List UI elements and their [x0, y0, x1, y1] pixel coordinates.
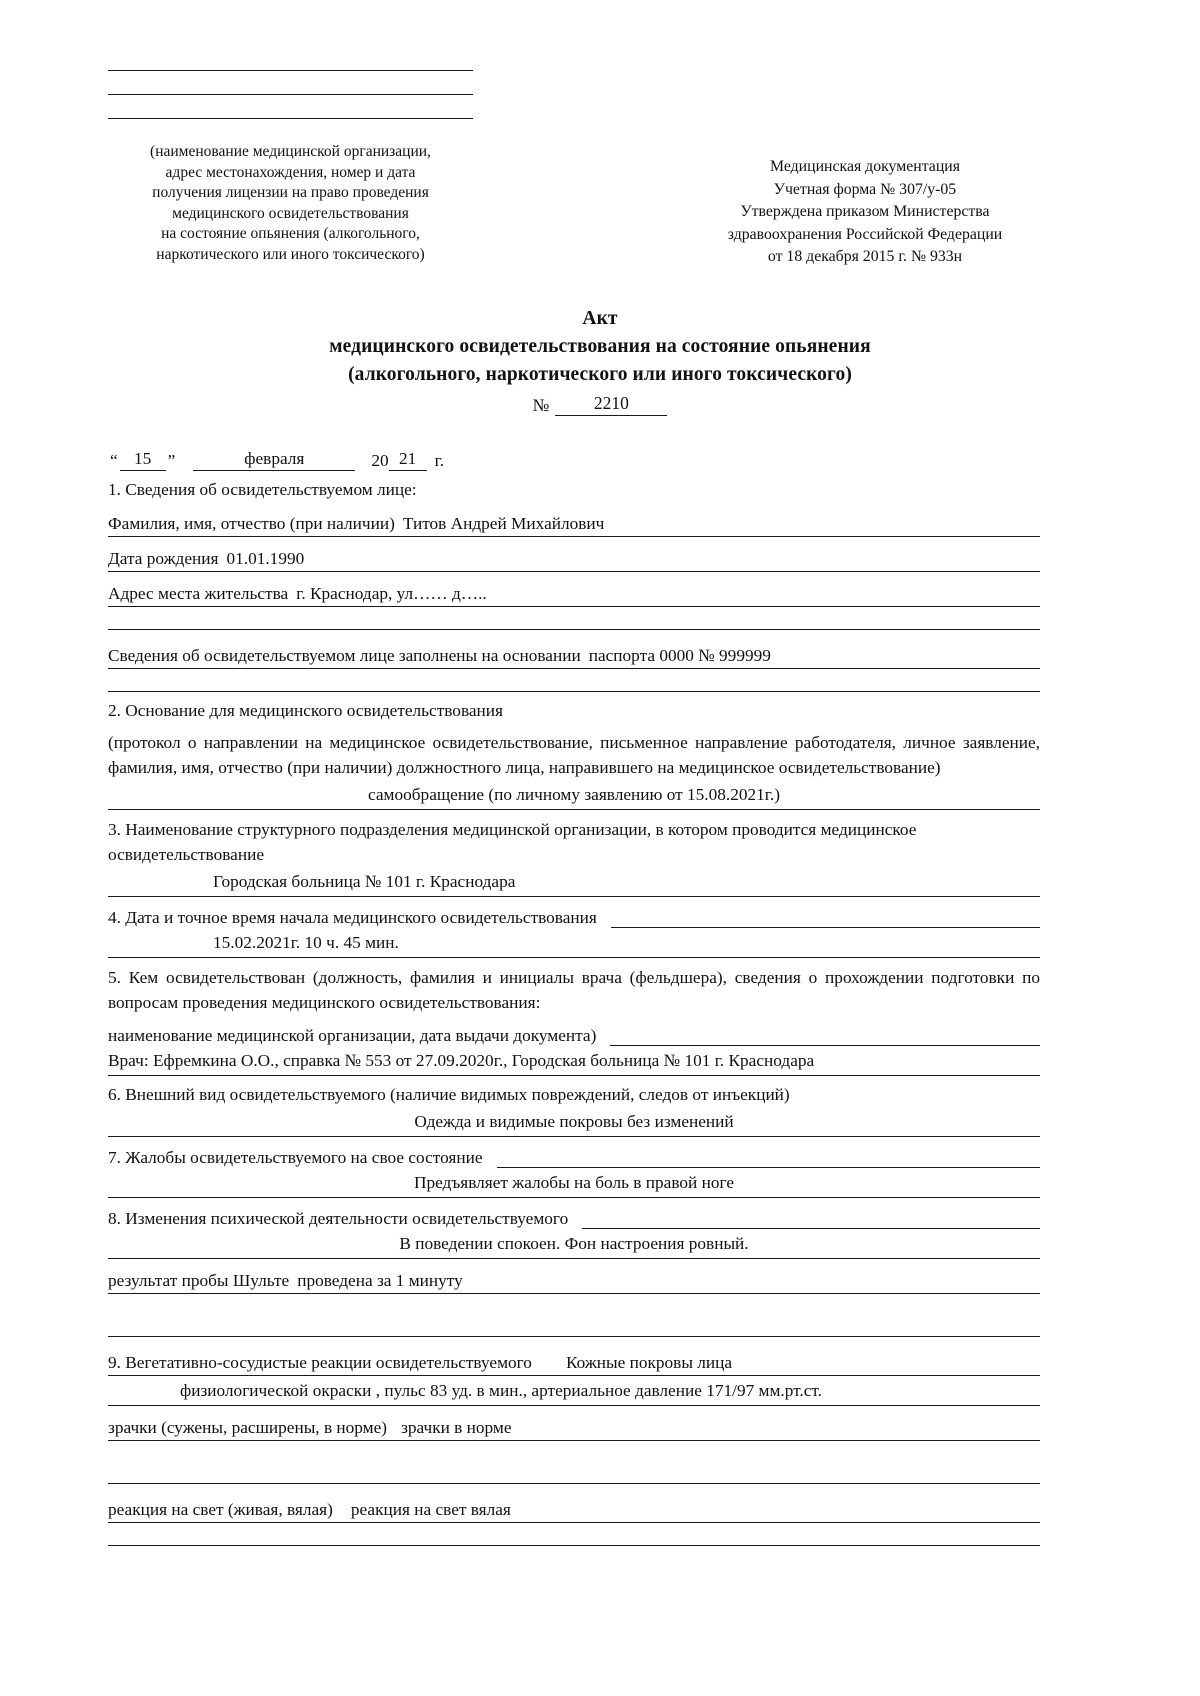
section8-heading-stub — [582, 1211, 1040, 1229]
act-number-value[interactable]: 2210 — [555, 393, 667, 416]
schulte-value[interactable]: проведена за 1 минуту — [297, 1271, 463, 1290]
quote-open: “ — [110, 451, 118, 470]
section9-heading-row — [108, 1349, 1040, 1376]
doc-meta-line: Учетная форма № 307/у-05 — [773, 180, 957, 198]
section9-value-1[interactable]: Кожные покровы лица — [565, 1353, 733, 1372]
section4-value[interactable]: 15.02.2021г. 10 ч. 45 мин. — [108, 932, 1040, 958]
doc-meta-line: Утверждена приказом Министерства — [740, 203, 990, 220]
section9-heading: 9. Вегетативно-сосудистые реакции освидетельствуемого — [108, 1353, 532, 1372]
schulte-overflow-rule — [108, 1336, 1040, 1337]
section4-heading-row — [108, 907, 1040, 928]
schulte-row — [108, 1267, 1040, 1294]
section6-value[interactable]: Одежда и видимые покровы без изменений — [108, 1111, 1040, 1137]
light-reaction-overflow-rule — [108, 1545, 1040, 1546]
year-tail: г. — [434, 451, 445, 470]
identity-basis-label: Сведения об освидетельствуемом лице заполнены на основании — [108, 646, 581, 665]
organization-block — [108, 60, 473, 265]
pupils-value[interactable]: зрачки в норме — [401, 1418, 512, 1437]
section7-value[interactable]: Предъявляет жалобы на боль в правой ноге — [108, 1172, 1040, 1198]
birthdate-label: Дата рождения — [108, 549, 219, 568]
org-blank-rule-3 — [108, 118, 473, 119]
date-row — [108, 448, 1040, 471]
document-metadata-block — [690, 156, 1040, 269]
number-sign: № — [532, 395, 550, 415]
date-month-field[interactable]: февраля — [193, 448, 355, 471]
section2-value[interactable]: самообращение (по личному заявлению от 15.08.2021г.) — [108, 784, 1040, 810]
birthdate-row — [108, 545, 1040, 572]
doc-meta-line: Медицинская документация — [770, 158, 960, 175]
section8-value[interactable]: В поведении спокоен. Фон настроения ровный. — [108, 1233, 1040, 1259]
section5-heading: 5. Кем освидетельствован (должность, фамилия и инициалы врача (фельдшера), сведения о прохождении подготовки по вопросам проведения медицинского освидетельствования: — [108, 968, 1040, 1012]
identity-basis-overflow-rule — [108, 691, 1040, 692]
identity-basis-row — [108, 642, 1040, 669]
light-reaction-label: реакция на свет (живая, вялая) — [108, 1500, 333, 1519]
pupils-row — [108, 1414, 1040, 1441]
identity-basis-value[interactable]: паспорта 0000 № 999999 — [588, 646, 771, 665]
year-prefix: 20 — [371, 451, 389, 470]
section4-heading-stub — [611, 910, 1040, 928]
address-label: Адрес места жительства — [108, 584, 289, 603]
org-blank-rule-2 — [108, 94, 473, 95]
pupils-label: зрачки (сужены, расширены, в норме) — [108, 1418, 388, 1437]
section5-heading-tail-stub — [610, 1028, 1040, 1046]
quote-close: ” — [167, 451, 176, 470]
act-number-row — [0, 393, 1200, 416]
fio-label: Фамилия, имя, отчество (при наличии) — [108, 514, 395, 533]
section4-heading: 4. Дата и точное время начала медицинского освидетельствования — [108, 908, 597, 927]
address-value[interactable]: г. Краснодар, ул…… д….. — [296, 584, 487, 603]
address-overflow-rule — [108, 629, 1040, 630]
birthdate-value[interactable]: 01.01.1990 — [226, 549, 305, 568]
section9-value-2[interactable]: физиологической окраски , пульс 83 уд. в мин., артериальное давление 171/97 мм.рт.ст. — [108, 1380, 1040, 1406]
organization-caption — [108, 142, 473, 265]
org-caption-line: наркотического или иного токсического) — [156, 245, 425, 263]
org-caption-line: (наименование медицинской организации, — [150, 143, 431, 160]
section1-heading: 1. Сведения об освидетельствуемом лице: — [108, 480, 417, 499]
section3-heading: 3. Наименование структурного подразделения медицинской организации, в котором проводится медицинское освидетельствование — [108, 820, 917, 864]
section5-heading-tail: наименование медицинской организации, дата выдачи документа) — [108, 1026, 597, 1045]
section7-heading-row — [108, 1147, 1040, 1168]
section8-heading: 8. Изменения психической деятельности освидетельствуемого — [108, 1209, 569, 1228]
light-reaction-row — [108, 1496, 1040, 1523]
section2-hint: (протокол о направлении на медицинское освидетельствование, письменное направление работодателя, личное заявление, фамилия, имя, отчество (при наличии) должностного лица, направившего на медицинское освидетельствование) — [108, 733, 1040, 777]
section5-heading-tail-row — [108, 1025, 1040, 1046]
section7-heading: 7. Жалобы освидетельствуемого на свое состояние — [108, 1148, 483, 1167]
document-body — [108, 448, 1040, 1546]
section2-heading: 2. Основание для медицинского освидетельствования — [108, 701, 503, 720]
title-line-3: (алкогольного, наркотического или иного токсического) — [348, 364, 852, 385]
pupils-overflow-rule — [108, 1483, 1040, 1484]
document-header — [0, 60, 1200, 280]
org-caption-line: на состояние опьянения (алкогольного, — [161, 225, 420, 242]
section3-value[interactable]: Городская больница № 101 г. Краснодара — [108, 871, 1040, 897]
section8-heading-row — [108, 1208, 1040, 1229]
fio-row — [108, 510, 1040, 537]
document-title-block — [0, 305, 1200, 416]
section5-value[interactable]: Врач: Ефремкина О.О., справка № 553 от 27.09.2020г., Городская больница № 101 г. Краснодара — [108, 1050, 1040, 1076]
date-day-field[interactable]: 15 — [120, 448, 166, 471]
address-row — [108, 580, 1040, 607]
doc-meta-line: здравоохранения Российской Федерации — [727, 225, 1003, 243]
title-line-1: Акт — [582, 308, 618, 329]
date-year-field[interactable]: 21 — [389, 448, 427, 471]
section6-heading: 6. Внешний вид освидетельствуемого (наличие видимых повреждений, следов от инъекций) — [108, 1085, 790, 1104]
doc-meta-line: от 18 декабря 2015 г. № 933н — [767, 248, 963, 265]
org-caption-line: медицинского освидетельствования — [172, 204, 409, 222]
section7-heading-stub — [497, 1150, 1040, 1168]
title-line-2: медицинского освидетельствования на состояние опьянения — [329, 336, 871, 357]
light-reaction-value[interactable]: реакция на свет вялая — [350, 1500, 511, 1519]
org-caption-line: получения лицензии на право проведения — [152, 184, 429, 201]
org-caption-line: адрес местонахождения, номер и дата — [165, 163, 416, 181]
org-blank-rule-1 — [108, 70, 473, 71]
schulte-label: результат пробы Шульте — [108, 1271, 290, 1290]
fio-value[interactable]: Титов Андрей Михайлович — [402, 514, 605, 533]
